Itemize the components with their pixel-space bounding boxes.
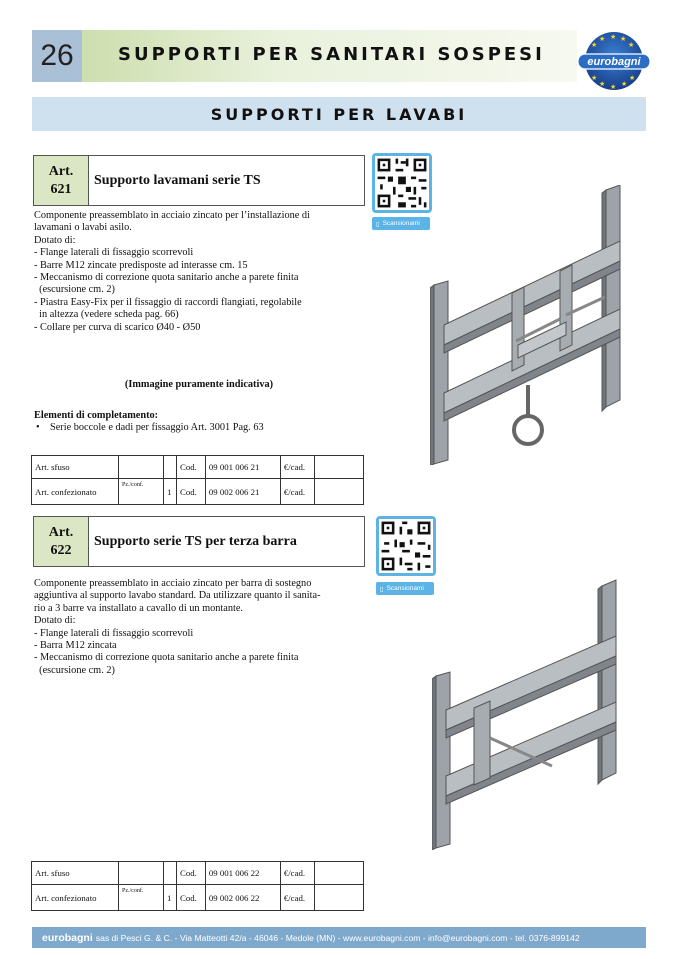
table-cell: Pz./conf. bbox=[119, 479, 164, 505]
svg-text:★: ★ bbox=[610, 83, 617, 91]
page-title: SUPPORTI PER SANITARI SOSPESI bbox=[118, 44, 545, 65]
completion-item bbox=[34, 422, 364, 434]
phone-icon: ▯ bbox=[380, 585, 384, 593]
table-cell: 09 001 006 21 bbox=[205, 456, 280, 479]
description-line: (escursione cm. 2) bbox=[34, 284, 115, 296]
table-cell bbox=[164, 862, 177, 885]
footer-text: sas di Pesci G. & C. - Via Matteotti 42/a - 46046 - Medole (MN) - www.eurobagni.com - info@eurobagni.com - tel. 0376-899142 bbox=[95, 932, 580, 943]
article-number-cell bbox=[34, 156, 89, 205]
table-cell: 09 002 006 22 bbox=[205, 885, 280, 911]
description-line: Componente preassemblato in acciaio zincato per l’installazione di bbox=[34, 210, 310, 221]
description-line: - Barra M12 zincata bbox=[34, 640, 117, 652]
description-line: - Meccanismo di correzione quota sanitario anche a parete finita bbox=[34, 272, 299, 284]
scan-label: Scansionami bbox=[382, 220, 420, 227]
description-line: Componente preassemblato in acciaio zincato per barra di sostegno bbox=[34, 578, 312, 589]
table-cell: €/cad. bbox=[280, 885, 314, 911]
completion-section bbox=[34, 410, 364, 435]
table-cell: Cod. bbox=[177, 456, 206, 479]
scan-button[interactable] bbox=[376, 582, 434, 595]
page-number: 26 bbox=[32, 30, 82, 82]
table-cell: Cod. bbox=[177, 885, 206, 911]
table-cell: €/cad. bbox=[280, 456, 314, 479]
eurobagni-logo bbox=[576, 30, 652, 92]
table-cell: Art. sfuso bbox=[32, 862, 119, 885]
description-line: - Meccanismo di correzione quota sanitario anche a parete finita bbox=[34, 652, 299, 664]
art-label: Art. bbox=[48, 163, 74, 179]
description-line: - Collare per curva di scarico Ø40 - Ø50 bbox=[34, 321, 201, 333]
table-cell: Art. confezionato bbox=[32, 885, 119, 911]
logo-text: eurobagni bbox=[587, 56, 641, 68]
product-image-621 bbox=[430, 185, 626, 465]
table-cell bbox=[164, 456, 177, 479]
table-cell: Cod. bbox=[177, 479, 206, 505]
svg-text:★: ★ bbox=[629, 74, 636, 82]
description-line: Dotato di: bbox=[34, 234, 76, 246]
completion-title: Elementi di completamento: bbox=[34, 410, 159, 421]
article-name: Supporto lavamani serie TS bbox=[94, 172, 261, 188]
price-cell bbox=[315, 862, 364, 885]
table-cell: Art. sfuso bbox=[32, 456, 119, 479]
qr-code-icon[interactable] bbox=[376, 516, 436, 576]
article-header-622 bbox=[33, 516, 365, 567]
table-cell: €/cad. bbox=[280, 479, 314, 505]
svg-text:★: ★ bbox=[591, 41, 598, 49]
svg-text:★: ★ bbox=[628, 41, 635, 49]
codes-table-621 bbox=[31, 455, 364, 505]
art-label: Art. bbox=[48, 524, 74, 540]
description-line: - Flange laterali di fissaggio scorrevoli bbox=[34, 627, 194, 639]
scan-label: Scansionami bbox=[386, 585, 424, 592]
table-cell: 09 001 006 22 bbox=[205, 862, 280, 885]
article-description-621 bbox=[34, 210, 364, 334]
description-line: - Piastra Easy-Fix per il fissaggio di raccordi flangiati, regolabile bbox=[34, 296, 302, 308]
description-line: aggiuntiva al supporto lavabo standard. Da utilizzare quanto il sanita- bbox=[34, 590, 321, 602]
description-line: in altezza (vedere scheda pag. 66) bbox=[34, 309, 179, 321]
table-row bbox=[32, 479, 364, 505]
article-name: Supporto serie TS per terza barra bbox=[94, 533, 297, 549]
description-line: - Barre M12 zincate predisposte ad interasse cm. 15 bbox=[34, 259, 248, 271]
table-cell bbox=[119, 456, 164, 479]
price-cell bbox=[315, 479, 364, 505]
image-note: (Immagine puramente indicativa) bbox=[124, 379, 274, 390]
table-cell: Cod. bbox=[177, 862, 206, 885]
table-cell: 09 002 006 21 bbox=[205, 479, 280, 505]
phone-icon: ▯ bbox=[376, 220, 380, 228]
price-cell bbox=[315, 456, 364, 479]
article-number-cell bbox=[34, 517, 89, 566]
table-row bbox=[32, 862, 364, 885]
footer-bar bbox=[32, 927, 646, 948]
table-cell: Art. confezionato bbox=[32, 479, 119, 505]
completion-item-text: Serie boccole e dadi per fissaggio Art. 3001 Pag. 63 bbox=[50, 422, 264, 434]
table-cell bbox=[119, 862, 164, 885]
description-line: Dotato di: bbox=[34, 615, 76, 627]
qr-pattern bbox=[375, 156, 429, 210]
price-cell bbox=[315, 885, 364, 911]
product-image-622 bbox=[432, 578, 622, 850]
table-row bbox=[32, 885, 364, 911]
svg-text:★: ★ bbox=[620, 35, 627, 43]
table-cell: Pz./conf. bbox=[119, 885, 164, 911]
codes-table-622 bbox=[31, 861, 364, 911]
table-cell: 1 bbox=[164, 479, 177, 505]
description-line: lavamani o lavabi asilo. bbox=[34, 222, 132, 234]
svg-text:★: ★ bbox=[599, 35, 606, 43]
description-line: rio a 3 barre va installato a cavallo di un montante. bbox=[34, 602, 244, 614]
description-line: (escursione cm. 2) bbox=[34, 664, 115, 676]
article-header-621 bbox=[33, 155, 365, 206]
scan-button[interactable] bbox=[372, 217, 430, 230]
footer-brand: eurobagni bbox=[42, 931, 93, 944]
section-title: SUPPORTI PER LAVABI bbox=[210, 104, 468, 124]
table-cell: €/cad. bbox=[280, 862, 314, 885]
table-row bbox=[32, 456, 364, 479]
art-number: 622 bbox=[50, 542, 72, 558]
table-cell: 1 bbox=[164, 885, 177, 911]
qr-code-icon[interactable] bbox=[372, 153, 432, 213]
bullet-icon: • bbox=[36, 422, 40, 434]
svg-text:★: ★ bbox=[610, 33, 617, 41]
article-description-622 bbox=[34, 578, 360, 677]
art-number: 621 bbox=[50, 181, 72, 197]
qr-pattern bbox=[379, 519, 433, 573]
svg-text:★: ★ bbox=[621, 80, 628, 88]
svg-text:★: ★ bbox=[599, 80, 606, 88]
svg-text:★: ★ bbox=[591, 74, 598, 82]
description-line: - Flange laterali di fissaggio scorrevoli bbox=[34, 247, 194, 259]
